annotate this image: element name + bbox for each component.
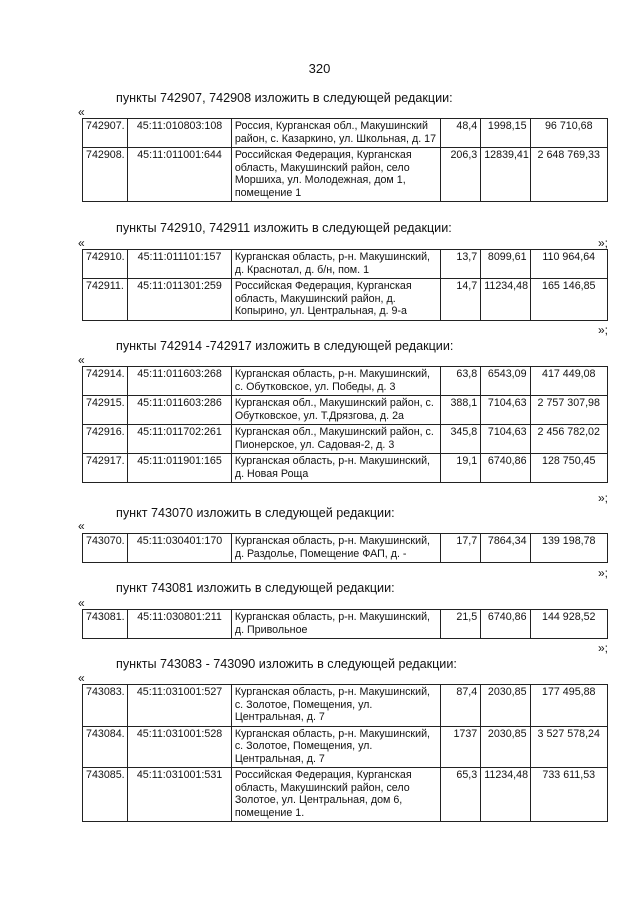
row-number-cell: 743084. [83,726,128,768]
value-cell: 2 648 769,33 [530,148,607,202]
address-cell: Курганская обл., Макушинский район, с. Пионерское, ул. Садовая-2, д. 3 [231,425,440,454]
open-quote: « [78,236,85,250]
section-heading: пункты 742914 -742917 изложить в следующей редакции: [116,339,454,353]
property-table [82,118,608,202]
cadastral-number-cell: 45:11:011101:157 [128,250,232,279]
table-row [83,685,608,727]
cadastral-number-cell: 45:11:031001:527 [128,685,232,727]
cadastral-number-cell: 45:11:011301:259 [128,279,232,321]
unit-price-cell: 11234,48 [481,279,530,321]
table-body [83,534,608,563]
close-quote: »; [597,566,608,580]
row-number-cell: 743070. [83,534,128,563]
property-table [82,684,608,822]
area-cell: 206,3 [441,148,481,202]
open-quote: « [78,353,85,367]
cadastral-number-cell: 45:11:010803:108 [128,119,232,148]
property-table [82,609,608,639]
area-cell: 87,4 [441,685,481,727]
table-row [83,726,608,768]
table-row [83,250,608,279]
row-number-cell: 743083. [83,685,128,727]
value-cell: 3 527 578,24 [530,726,607,768]
address-cell: Российская Федерация, Курганская область, Макушинский район, село Моршиха, ул. Молодежная, дом 1, помещение 1 [231,148,440,202]
cadastral-number-cell: 45:11:011603:286 [128,396,232,425]
property-table [82,249,608,321]
table-body [83,685,608,822]
unit-price-cell: 11234,48 [481,768,530,822]
unit-price-cell: 6543,09 [481,367,530,396]
table-row [83,768,608,822]
area-cell: 13,7 [441,250,481,279]
page-number: 320 [308,61,331,76]
row-number-cell: 742917. [83,454,128,483]
address-cell: Курганская область, р-н. Макушинский, д. Привольное [231,610,440,639]
cadastral-number-cell: 45:11:031001:528 [128,726,232,768]
value-cell: 110 964,64 [530,250,607,279]
section-heading: пункт 743081 изложить в следующей редакции: [116,581,395,595]
value-cell: 165 146,85 [530,279,607,321]
row-number-cell: 742907. [83,119,128,148]
row-number-cell: 743085. [83,768,128,822]
unit-price-cell: 7864,34 [481,534,530,563]
close-quote: »; [597,323,608,337]
value-cell: 733 611,53 [530,768,607,822]
row-number-cell: 742915. [83,396,128,425]
area-cell: 388,1 [441,396,481,425]
cadastral-number-cell: 45:11:011901:165 [128,454,232,483]
area-cell: 19,1 [441,454,481,483]
section-heading: пункты 742910, 742911 изложить в следующей редакции: [116,221,452,235]
table-row [83,119,608,148]
open-quote: « [78,671,85,685]
close-quote: »; [597,641,608,655]
open-quote: « [78,596,85,610]
table-body [83,610,608,639]
address-cell: Курганская обл., Макушинский район, с. Обутковское, ул. Т.Дрязгова, д. 2а [231,396,440,425]
address-cell: Россия, Курганская обл., Макушинский район, с. Казаркино, ул. Школьная, д. 17 [231,119,440,148]
area-cell: 17,7 [441,534,481,563]
value-cell: 417 449,08 [530,367,607,396]
value-cell: 96 710,68 [530,119,607,148]
table-row [83,610,608,639]
area-cell: 21,5 [441,610,481,639]
row-number-cell: 742910. [83,250,128,279]
unit-price-cell: 7104,63 [481,425,530,454]
row-number-cell: 742908. [83,148,128,202]
close-quote: »; [597,236,608,250]
address-cell: Курганская область, р-н. Макушинский, д. Новая Роща [231,454,440,483]
cadastral-number-cell: 45:11:011702:261 [128,425,232,454]
table-row [83,534,608,563]
unit-price-cell: 8099,61 [481,250,530,279]
address-cell: Курганская область, р-н. Макушинский, д. Раздолье, Помещение ФАП, д. - [231,534,440,563]
open-quote: « [78,105,85,119]
table-row [83,396,608,425]
open-quote: « [78,519,85,533]
area-cell: 65,3 [441,768,481,822]
address-cell: Курганская область, р-н. Макушинский, с. Золотое, Помещения, ул. Центральная, д. 7 [231,685,440,727]
section-heading: пункт 743070 изложить в следующей редакции: [116,506,395,520]
area-cell: 63,8 [441,367,481,396]
cadastral-number-cell: 45:11:011603:268 [128,367,232,396]
section-heading: пункты 742907, 742908 изложить в следующей редакции: [116,91,453,105]
area-cell: 48,4 [441,119,481,148]
value-cell: 2 757 307,98 [530,396,607,425]
table-body [83,119,608,202]
address-cell: Российская Федерация, Курганская область, Макушинский район, село Золотое, ул. Центральная, дом 6, помещение 1. [231,768,440,822]
address-cell: Курганская область, р-н. Макушинский, с. Золотое, Помещения, ул. Центральная, д. 7 [231,726,440,768]
table-body [83,367,608,483]
value-cell: 2 456 782,02 [530,425,607,454]
table-row [83,454,608,483]
close-quote: »; [597,491,608,505]
area-cell: 14,7 [441,279,481,321]
address-cell: Российская Федерация, Курганская область, Макушинский район, д. Копырино, ул. Центральная, д. 9-а [231,279,440,321]
property-table [82,533,608,563]
section-heading: пункты 743083 - 743090 изложить в следующей редакции: [116,657,457,671]
address-cell: Курганская область, р-н. Макушинский, д. Краснотал, д. б/н, пом. 1 [231,250,440,279]
table-row [83,279,608,321]
unit-price-cell: 7104,63 [481,396,530,425]
table-row [83,367,608,396]
unit-price-cell: 2030,85 [481,685,530,727]
table-body [83,250,608,321]
property-table [82,366,608,483]
unit-price-cell: 2030,85 [481,726,530,768]
value-cell: 144 928,52 [530,610,607,639]
value-cell: 177 495,88 [530,685,607,727]
row-number-cell: 743081. [83,610,128,639]
row-number-cell: 742916. [83,425,128,454]
unit-price-cell: 6740,86 [481,610,530,639]
value-cell: 139 198,78 [530,534,607,563]
unit-price-cell: 1998,15 [481,119,530,148]
table-row [83,148,608,202]
area-cell: 1737 [441,726,481,768]
row-number-cell: 742911. [83,279,128,321]
value-cell: 128 750,45 [530,454,607,483]
cadastral-number-cell: 45:11:011001:644 [128,148,232,202]
unit-price-cell: 6740,86 [481,454,530,483]
table-row [83,425,608,454]
cadastral-number-cell: 45:11:030401:170 [128,534,232,563]
unit-price-cell: 12839,41 [481,148,530,202]
row-number-cell: 742914. [83,367,128,396]
cadastral-number-cell: 45:11:031001:531 [128,768,232,822]
address-cell: Курганская область, р-н. Макушинский, с. Обутковское, ул. Победы, д. 3 [231,367,440,396]
area-cell: 345,8 [441,425,481,454]
cadastral-number-cell: 45:11:030801:211 [128,610,232,639]
